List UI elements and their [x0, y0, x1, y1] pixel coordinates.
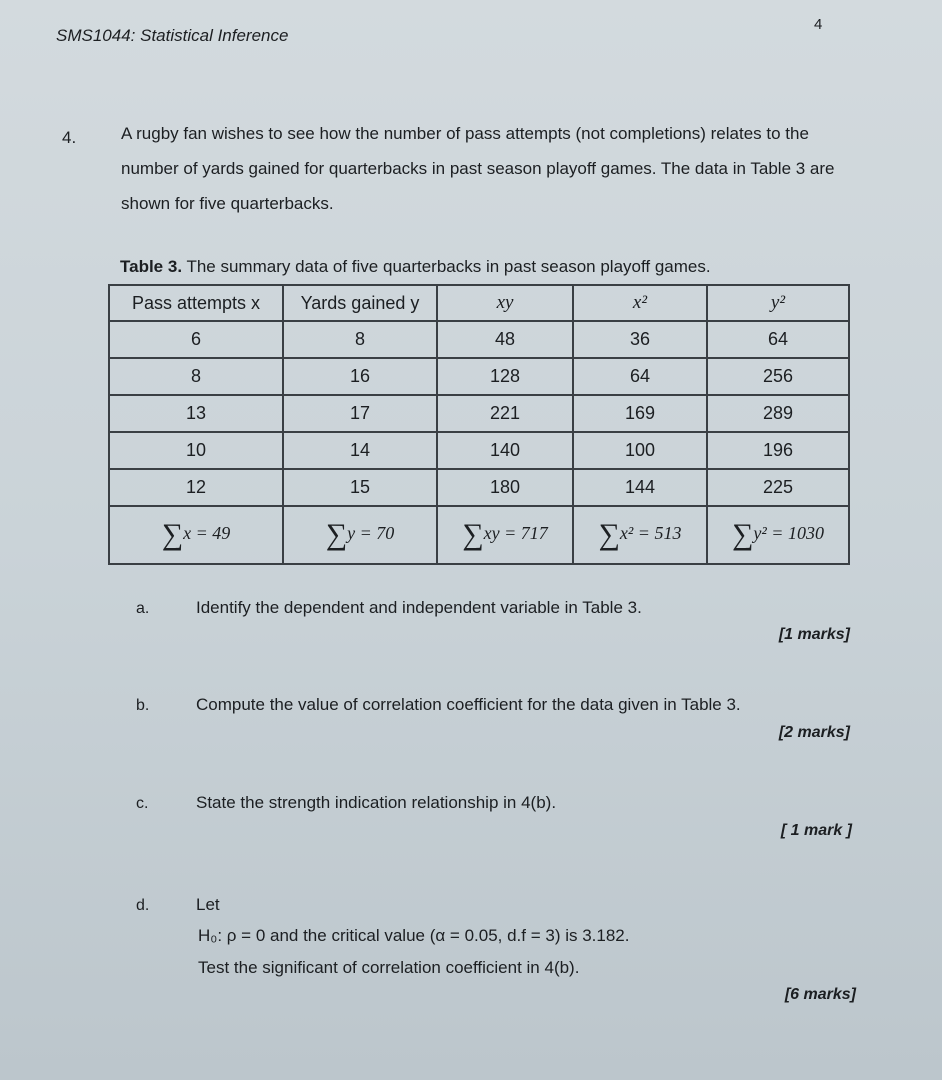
table-cell: 13	[109, 395, 283, 432]
question-number: 4.	[62, 128, 77, 147]
sum-cell	[109, 506, 283, 564]
table-cell: 17	[283, 395, 437, 432]
part-text: State the strength indication relationship in 4(b).	[196, 793, 557, 812]
table-cell: 196	[707, 432, 849, 469]
question-text: A rugby fan wishes to see how the number of pass attempts (not completions) relates to the number of yards gained for quarterbacks in past season playoff games. The data in Table 3 are shown for five quarterbacks.	[121, 124, 835, 213]
sigma-symbol: ∑	[325, 518, 348, 551]
sum-row	[109, 506, 849, 564]
part-label: d.	[136, 897, 150, 914]
table-row	[109, 358, 849, 395]
table-row	[109, 395, 849, 432]
header-y-squared: y²	[707, 285, 849, 321]
sigma-symbol: ∑	[462, 518, 484, 551]
header-yards-gained: Yards gained y	[283, 285, 437, 321]
table-caption-label: Table 3.	[120, 257, 183, 276]
table-cell: 36	[573, 321, 707, 358]
table-cell: 128	[437, 358, 573, 395]
header-xy: xy	[437, 285, 573, 321]
sum-cell	[283, 506, 437, 564]
table-cell: 8	[283, 321, 437, 358]
part-marks: [6 marks]	[784, 986, 856, 1003]
part-marks: [1 marks]	[778, 626, 850, 643]
table-cell: 15	[283, 469, 437, 506]
sum-value: xy = 717	[483, 523, 548, 544]
table-cell: 6	[109, 321, 283, 358]
table-row	[109, 432, 849, 469]
sum-value: y² = 1030	[753, 523, 824, 544]
part-line: H₀: ρ = 0 and the critical value (α = 0.05, d.f = 3) is 3.182.	[198, 926, 630, 945]
part-marks: [2 marks]	[778, 724, 850, 741]
sigma-symbol: ∑	[598, 518, 620, 551]
table-cell: 64	[707, 321, 849, 358]
table-cell: 48	[437, 321, 573, 358]
sigma-symbol: ∑	[161, 518, 184, 551]
table-cell: 8	[109, 358, 283, 395]
table-caption	[120, 257, 711, 277]
table-cell: 225	[707, 469, 849, 506]
page-number: 4	[814, 16, 823, 33]
sum-cell	[573, 506, 707, 564]
part-text: Compute the value of correlation coefficient for the data given in Table 3.	[196, 695, 741, 714]
table-cell: 169	[573, 395, 707, 432]
table-cell: 16	[283, 358, 437, 395]
table-cell: 144	[573, 469, 707, 506]
sum-value: y = 70	[347, 523, 395, 544]
table-cell: 64	[573, 358, 707, 395]
part-text: Let	[196, 895, 220, 914]
part-label: b.	[136, 697, 150, 714]
part-text: Identify the dependent and independent variable in Table 3.	[196, 598, 642, 617]
part-label: c.	[136, 795, 149, 812]
table-cell: 256	[707, 358, 849, 395]
table-cell: 10	[109, 432, 283, 469]
table-cell: 100	[573, 432, 707, 469]
course-title: SMS1044: Statistical Inference	[56, 26, 289, 45]
sum-cell	[707, 506, 849, 564]
data-table	[108, 284, 850, 565]
table-caption-text: The summary data of five quarterbacks in past season playoff games.	[182, 257, 711, 276]
table-cell: 289	[707, 395, 849, 432]
table-cell: 180	[437, 469, 573, 506]
header-pass-attempts: Pass attempts x	[109, 285, 283, 321]
part-line: Test the significant of correlation coefficient in 4(b).	[198, 958, 580, 977]
table-cell: 12	[109, 469, 283, 506]
sum-cell	[437, 506, 573, 564]
sigma-symbol: ∑	[732, 518, 754, 551]
table-header-row	[109, 285, 849, 321]
table-row	[109, 321, 849, 358]
part-marks: [ 1 mark ]	[780, 822, 852, 839]
table-cell: 14	[283, 432, 437, 469]
part-label: a.	[136, 600, 150, 617]
table-cell: 140	[437, 432, 573, 469]
sum-value: x² = 513	[619, 523, 682, 544]
sum-value: x = 49	[183, 523, 231, 544]
header-x-squared: x²	[573, 285, 707, 321]
table-cell: 221	[437, 395, 573, 432]
table-row	[109, 469, 849, 506]
